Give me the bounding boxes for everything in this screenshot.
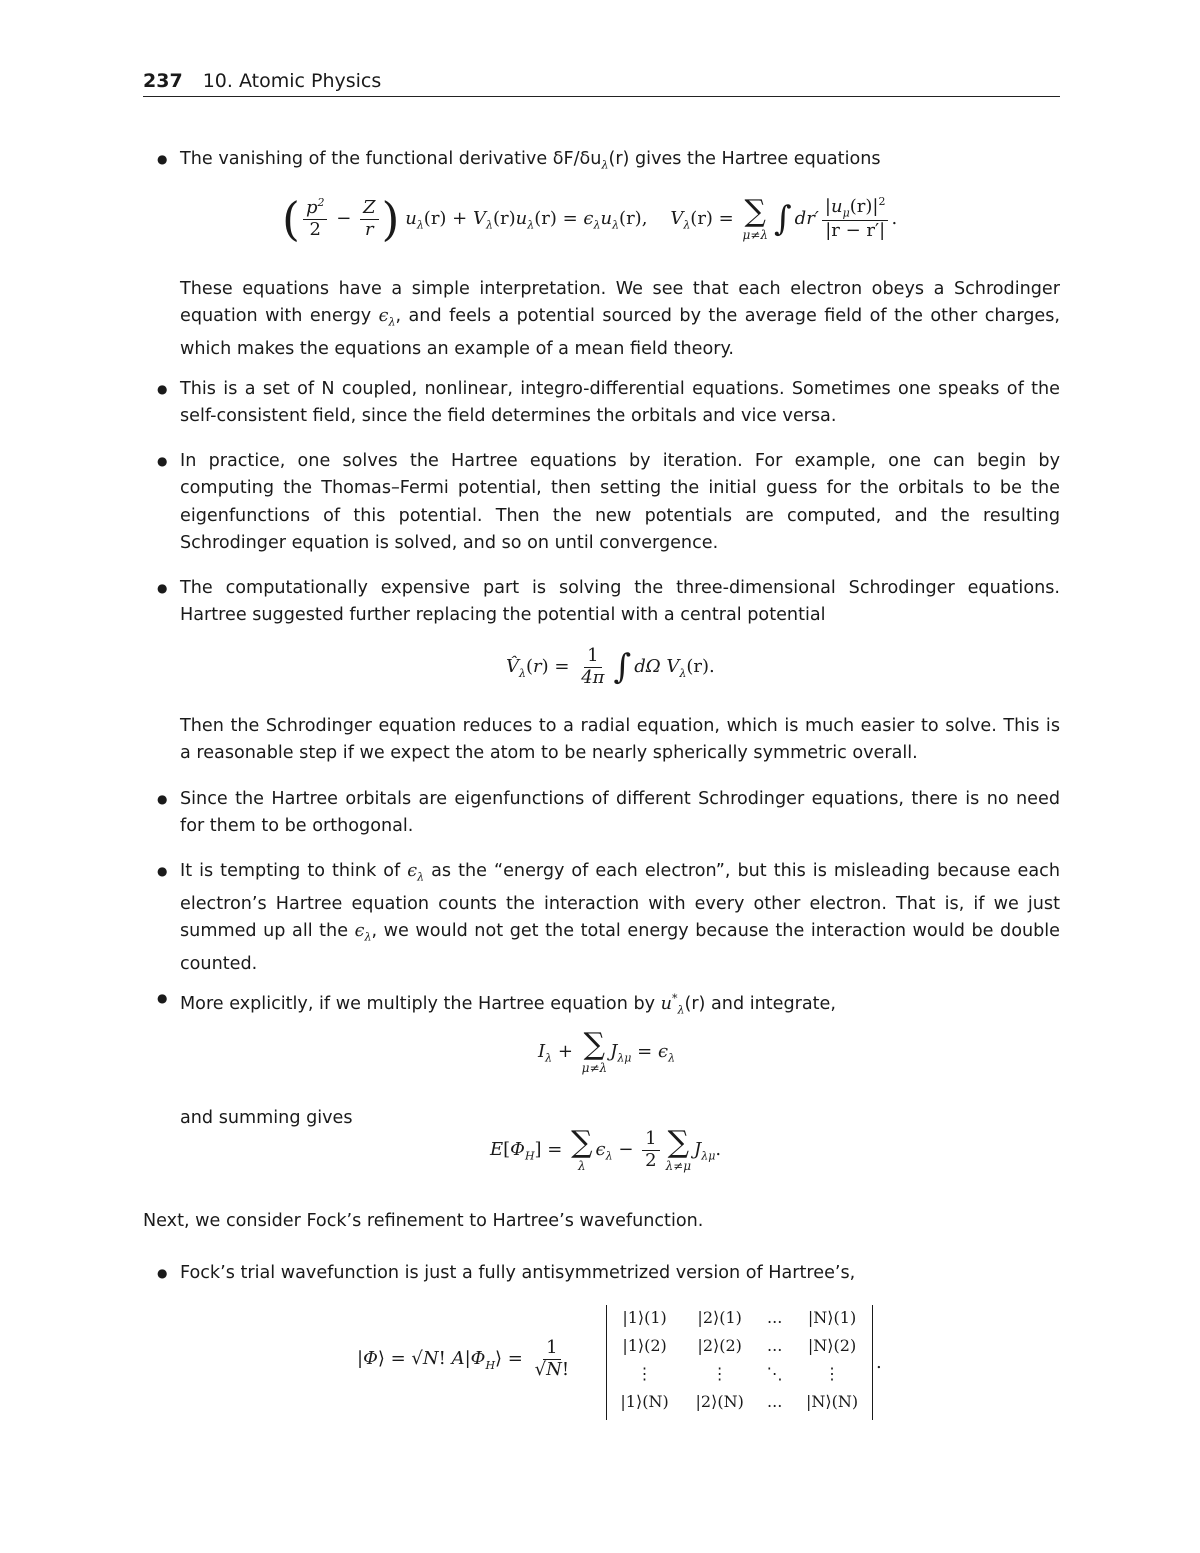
slater-lhs: |Φ⟩ = √N! $A|\Phi_H⟩$ = $\frac{1}{√N!}$ xyxy=(357,1337,570,1380)
hartree-equation: ( $\frac{p^2}{2}$ − $\frac{Z}{r}$ ) $u_\lambda(r) + V_\lambda(r)u_\lambda(r) = \epsilon_\lambda u_\lambda(r)$, $V_\lambda(r)$ = ∑ μ≠λ ∫ dr′ $\frac{|u_\mu(r)|^2}{|r - r'|}$ . xyxy=(282,192,898,246)
det-cell: |1⟩(2) xyxy=(622,1335,667,1355)
central-potential-equation: $V̂_\lambda(r)$ = $\frac{1}{4\pi}$ ∫ dΩ $V_\lambda(r)$. xyxy=(506,645,715,688)
det-cell: ... xyxy=(767,1391,783,1411)
bullet-icon: ● xyxy=(157,152,168,166)
list-item: Fock’s trial wavefunction is just a fully antisymmetrized version of Hartree’s, xyxy=(180,1263,856,1283)
det-cell: ⋮ xyxy=(711,1363,728,1383)
running-header xyxy=(143,70,1060,97)
det-cell: |N⟩(N) xyxy=(805,1391,859,1411)
list-item: The vanishing of the functional derivative $\delta F/\delta u_\lambda(r)$ gives the Hartree equations xyxy=(180,149,881,172)
det-cell: |2⟩(N) xyxy=(695,1391,744,1411)
bullet-icon: ● xyxy=(157,454,168,468)
bullet-icon: ● xyxy=(157,1266,168,1280)
slater-determinant xyxy=(606,1305,873,1420)
chapter-title: 10. Atomic Physics xyxy=(202,70,382,92)
det-cell: ... xyxy=(767,1307,783,1327)
det-cell: |2⟩(2) xyxy=(697,1335,742,1355)
list-item: Since the Hartree orbitals are eigenfunctions of different Schrodinger equations, there is no need for them to be orthogonal. xyxy=(180,789,1060,837)
list-item: In practice, one solves the Hartree equations by iteration. For example, one can begin by computing the Thomas–Fermi potential, then setting the initial guess for the orbitals to be the eigenfunctions of this potential. Then the new potentials are computed, and the resulting Schrodinger equation is solved, and so on until convergence. xyxy=(180,451,1060,554)
det-cell: |1⟩(1) xyxy=(622,1307,667,1327)
orbital-energy-equation: $I_\lambda$ + ∑ μ≠λ $J_{\lambda\mu} = \epsilon_\lambda$ xyxy=(538,1027,676,1075)
summing-text: and summing gives xyxy=(180,1108,353,1128)
det-cell: ⋮ xyxy=(824,1363,841,1383)
bullet-icon: ● xyxy=(157,864,168,878)
radial-paragraph: Then the Schrodinger equation reduces to a radial equation, which is much easier to solve. This is a reasonable step if we expect the atom to be nearly spherically symmetric overall. xyxy=(180,716,1060,764)
page-number: 237 xyxy=(143,70,183,92)
det-cell: ⋱ xyxy=(766,1363,783,1383)
bullet-icon: ● xyxy=(157,792,168,806)
list-item: It is tempting to think of $\epsilon_\lambda$ as the “energy of each electron”, but this is misleading because each electron’s Hartree equation counts the interaction with every other electron. That is, if we just summed up all the $\epsilon_\lambda$, we would not get the total energy because the interaction would be double counted. xyxy=(180,861,1060,975)
det-cell: |N⟩(1) xyxy=(807,1307,857,1327)
list-item: The computationally expensive part is solving the three-dimensional Schrodinger equations. Hartree suggested further replacing the potential with a central potential xyxy=(180,578,1060,626)
next-paragraph: Next, we consider Fock’s refinement to Hartree’s wavefunction. xyxy=(143,1211,704,1231)
bullet-icon: ● xyxy=(157,382,168,396)
slater-period: . xyxy=(876,1352,882,1373)
interpretation-paragraph: These equations have a simple interpretation. We see that each electron obeys a Schrodinger equation with energy $\epsilon_\lambda$, and feels a potential sourced by the average field of the other charges, which makes the equations an example of a mean field theory. xyxy=(180,279,1060,360)
list-item: More explicitly, if we multiply the Hartree equation by $u^*_\lambda(r)$ and integrate, xyxy=(180,992,836,1017)
det-cell: |2⟩(1) xyxy=(697,1307,742,1327)
det-cell: ⋮ xyxy=(636,1363,653,1383)
bullet-icon: ● xyxy=(157,581,168,595)
det-cell: |N⟩(2) xyxy=(807,1335,857,1355)
list-item: This is a set of N coupled, nonlinear, integro-differential equations. Sometimes one speaks of the self-consistent field, since the field determines the orbitals and vice versa. xyxy=(180,379,1060,427)
det-cell: |1⟩(N) xyxy=(620,1391,669,1411)
total-energy-equation: $E[\Phi_H]$ = ∑ λ $\epsilon_\lambda$ − $\frac{1}{2}$ ∑ λ≠μ $J_{\lambda\mu}$. xyxy=(490,1125,722,1173)
det-cell: ... xyxy=(767,1335,783,1355)
bullet-icon: ● xyxy=(157,991,168,1005)
